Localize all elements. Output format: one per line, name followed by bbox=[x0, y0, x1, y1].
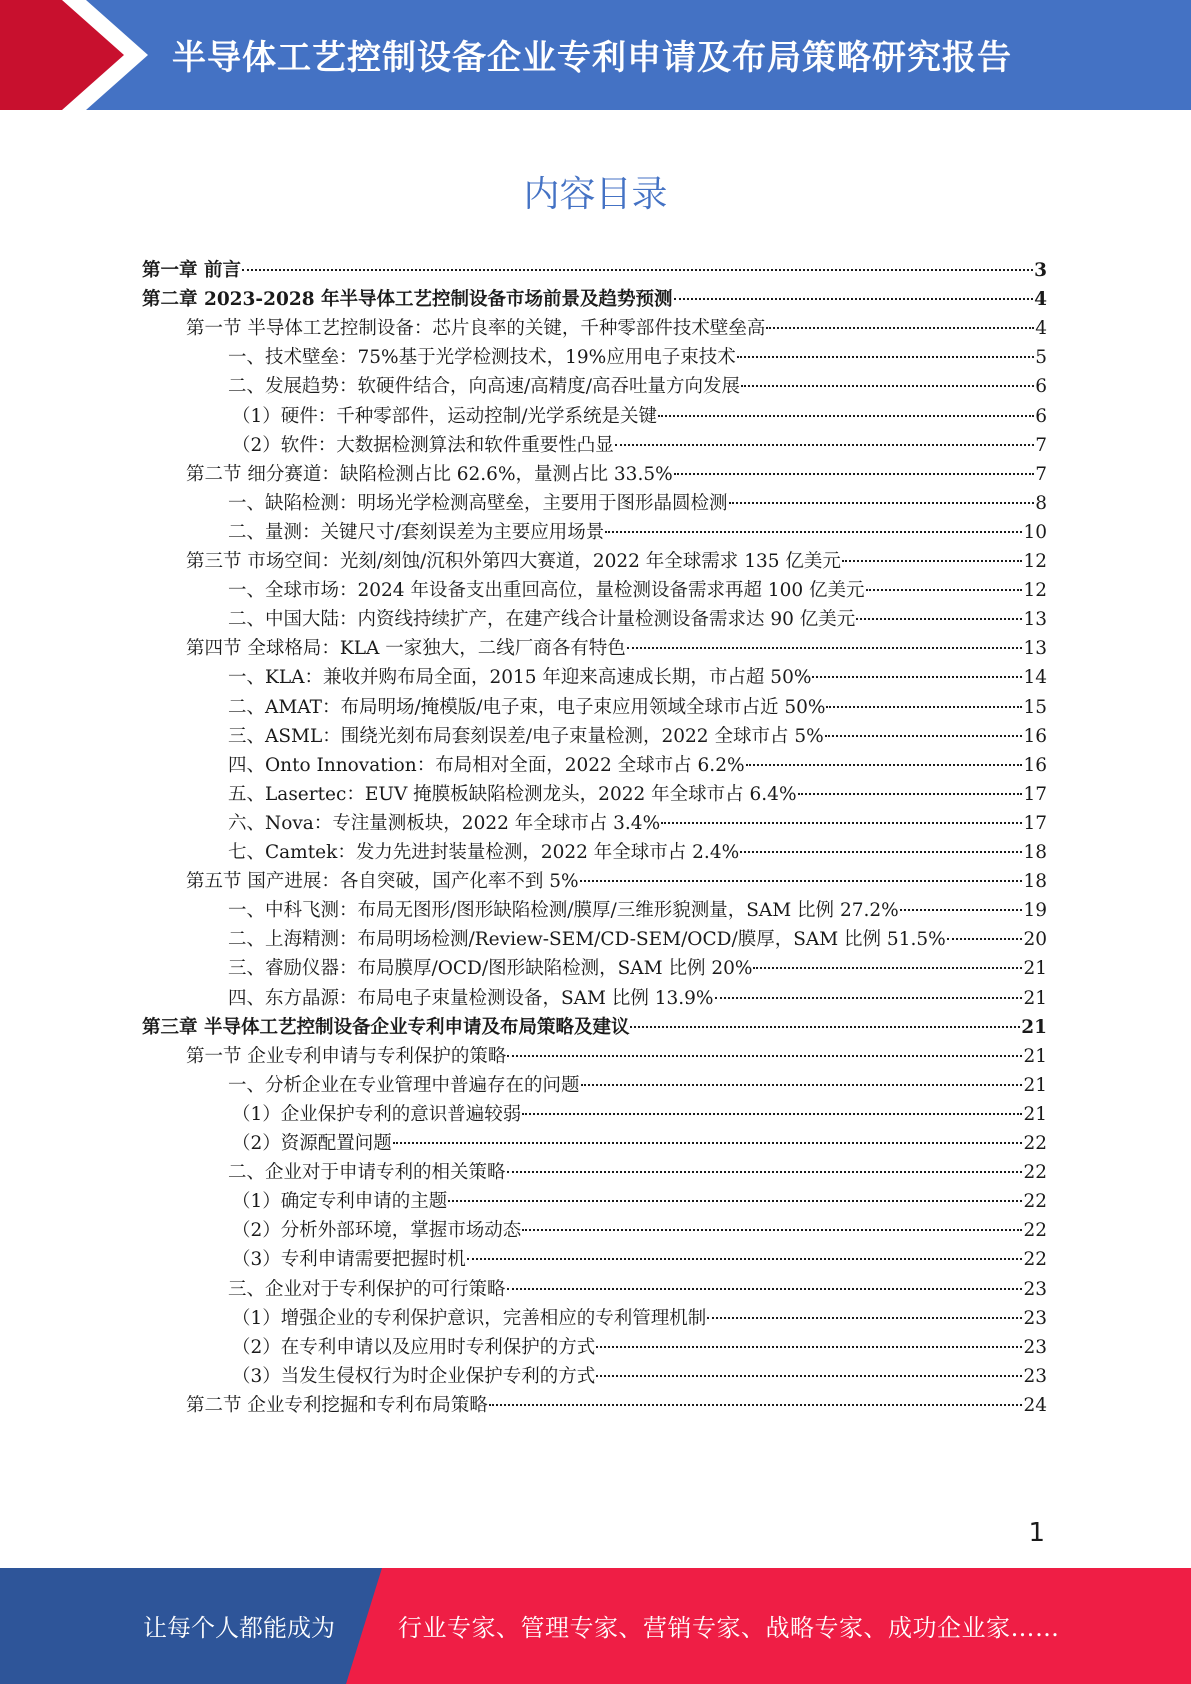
toc-entry[interactable] bbox=[228, 1274, 1047, 1305]
toc-entry-title: （2）在专利申请以及应用时专利保护的方式 bbox=[232, 1336, 596, 1358]
toc-entry-title: （2）资源配置问题 bbox=[232, 1133, 392, 1154]
toc-leader-dots bbox=[798, 793, 1023, 795]
toc-leader-dots bbox=[729, 502, 1035, 504]
toc-entry-title: 六、Nova：专注量测板块，2022 年全球市占 3.4% bbox=[228, 812, 661, 834]
toc-entry[interactable] bbox=[186, 633, 1047, 664]
toc-entry[interactable] bbox=[228, 779, 1047, 810]
toc-entry-title: 七、Camtek：发力先进封装量检测，2022 年全球市占 2.4% bbox=[228, 842, 740, 863]
toc-entry-page: 4 bbox=[1035, 318, 1047, 340]
toc-entry[interactable] bbox=[228, 1070, 1047, 1101]
toc-entry[interactable] bbox=[142, 255, 1047, 286]
toc-entry-title: （1）企业保护专利的意识普遍较弱 bbox=[232, 1103, 522, 1125]
toc-entry-page: 18 bbox=[1023, 842, 1047, 863]
toc-leader-dots bbox=[707, 1317, 1022, 1319]
toc-entry[interactable] bbox=[186, 546, 1047, 577]
toc-leader-dots bbox=[826, 706, 1022, 708]
toc-entry[interactable] bbox=[232, 1128, 1047, 1159]
toc-leader-dots bbox=[661, 822, 1022, 824]
toc-entry-title: 一、分析企业在专业管理中普遍存在的问题 bbox=[228, 1074, 580, 1096]
toc-entry[interactable] bbox=[232, 430, 1047, 461]
toc-entry-page: 23 bbox=[1023, 1278, 1047, 1300]
toc-entry-page: 6 bbox=[1035, 376, 1047, 398]
toc-entry-title: 第一节 半导体工艺控制设备：芯片良率的关键，千种零部件技术壁垒高 bbox=[186, 318, 766, 340]
toc-entry-title: 四、东方晶源：布局电子束量检测设备，SAM 比例 13.9% bbox=[228, 987, 714, 1009]
toc-entry-title: 第三节 市场空间：光刻/刻蚀/沉积外第四大赛道，2022 年全球需求 135 亿美元 bbox=[186, 551, 841, 572]
toc-leader-dots bbox=[674, 473, 1035, 475]
toc-entry-page: 15 bbox=[1023, 696, 1047, 718]
toc-leader-dots bbox=[825, 735, 1023, 737]
toc-leader-dots bbox=[658, 415, 1034, 417]
toc-leader-dots bbox=[737, 356, 1034, 358]
toc-entry-page: 22 bbox=[1023, 1249, 1047, 1271]
toc-entry-page: 4 bbox=[1034, 289, 1047, 311]
toc-entry[interactable] bbox=[228, 488, 1047, 519]
toc-entry-title: （2）软件：大数据检测算法和软件重要性凸显 bbox=[232, 434, 614, 456]
footer-slogan-left: 让每个人都能成为 bbox=[143, 1614, 335, 1642]
toc-entry[interactable] bbox=[232, 401, 1047, 432]
toc-entry-title: 三、ASML：围绕光刻布局套刻误差/电子束量检测，2022 全球市占 5% bbox=[228, 725, 824, 747]
toc-entry-page: 23 bbox=[1023, 1336, 1047, 1358]
toc-entry[interactable] bbox=[186, 313, 1047, 344]
toc-entry-title: 一、KLA：兼收并购布局全面，2015 年迎来高速成长期，市占超 50% bbox=[228, 667, 812, 689]
toc-entry[interactable] bbox=[228, 837, 1047, 868]
toc-entry-title: 二、AMAT：布局明场/掩模版/电子束，电子束应用领域全球市占近 50% bbox=[228, 696, 826, 718]
toc-entry-title: 五、Lasertec：EUV 掩膜板缺陷检测龙头，2022 年全球市占 6.4% bbox=[228, 783, 797, 805]
toc-entry[interactable] bbox=[228, 517, 1047, 548]
toc-entry-page: 22 bbox=[1023, 1162, 1047, 1184]
toc-entry-page: 23 bbox=[1023, 1365, 1047, 1387]
toc-entry-page: 21 bbox=[1023, 1074, 1047, 1096]
toc-leader-dots bbox=[596, 1346, 1022, 1348]
toc-entry-page: 21 bbox=[1023, 1103, 1047, 1125]
toc-leader-dots bbox=[741, 385, 1034, 387]
toc-entry[interactable] bbox=[228, 371, 1047, 402]
toc-entry[interactable] bbox=[228, 575, 1047, 606]
toc-leader-dots bbox=[842, 560, 1023, 562]
toc-entry-page: 16 bbox=[1023, 754, 1047, 776]
toc-entry-title: 第二节 企业专利挖掘和专利布局策略 bbox=[186, 1394, 488, 1416]
toc-entry[interactable] bbox=[228, 983, 1047, 1014]
toc-entry-page: 22 bbox=[1023, 1220, 1047, 1242]
toc-entry-page: 22 bbox=[1023, 1191, 1047, 1213]
toc-entry-page: 13 bbox=[1023, 638, 1047, 660]
toc-entry-page: 16 bbox=[1023, 725, 1047, 747]
toc-entry[interactable] bbox=[232, 1099, 1047, 1130]
toc-leader-dots bbox=[580, 880, 1023, 882]
toc-entry-page: 8 bbox=[1035, 492, 1047, 514]
toc-entry-title: 三、企业对于专利保护的可行策略 bbox=[228, 1278, 506, 1300]
toc-leader-dots bbox=[630, 1026, 1020, 1028]
toc-entry-page: 12 bbox=[1023, 580, 1047, 602]
toc-entry-title: 二、中国大陆：内资线持续扩产，在建产线合计量检测设备需求达 90 亿美元 bbox=[228, 609, 856, 631]
toc-entry-page: 21 bbox=[1023, 987, 1047, 1009]
header-red-block bbox=[0, 0, 130, 110]
toc-entry[interactable] bbox=[228, 808, 1047, 839]
toc-entry[interactable] bbox=[228, 895, 1047, 926]
toc-entry-title: 二、发展趋势：软硬件结合，向高速/高精度/高吞吐量方向发展 bbox=[228, 376, 740, 398]
toc-entry-title: 二、上海精测：布局明场检测/Review-SEM/CD-SEM/OCD/膜厚，SAM 比例 51.5% bbox=[228, 929, 946, 951]
toc-leader-dots bbox=[627, 647, 1023, 649]
toc-entry-page: 24 bbox=[1023, 1394, 1047, 1416]
toc-entry-title: 第二章 2023-2028 年半导体工艺控制设备市场前景及趋势预测 bbox=[142, 289, 673, 311]
toc-entry[interactable] bbox=[228, 604, 1047, 635]
toc-entry-title: （1）确定专利申请的主题 bbox=[232, 1191, 448, 1213]
toc-entry-title: （2）分析外部环境，掌握市场动态 bbox=[232, 1220, 522, 1242]
toc-leader-dots bbox=[605, 531, 1022, 533]
toc-entry[interactable] bbox=[228, 342, 1047, 373]
toc-entry-page: 6 bbox=[1035, 405, 1047, 427]
toc-entry[interactable] bbox=[228, 692, 1047, 723]
toc-leader-dots bbox=[715, 997, 1023, 999]
toc-leader-dots bbox=[242, 269, 1033, 271]
toc-leader-dots bbox=[674, 298, 1034, 300]
toc-leader-dots bbox=[856, 618, 1022, 620]
toc-entry-page: 17 bbox=[1023, 812, 1047, 834]
toc-entry-page: 23 bbox=[1023, 1307, 1047, 1329]
toc-entry-title: 第四节 全球格局：KLA 一家独大，二线厂商各有特色 bbox=[186, 638, 626, 660]
toc-entry-title: 一、全球市场：2024 年设备支出重回高位，量检测设备需求再超 100 亿美元 bbox=[228, 580, 865, 602]
toc-leader-dots bbox=[812, 676, 1022, 678]
toc-entry-title: （1）增强企业的专利保护意识，完善相应的专利管理机制 bbox=[232, 1307, 707, 1329]
toc-leader-dots bbox=[947, 938, 1023, 940]
header-banner bbox=[0, 0, 1191, 110]
toc-entry[interactable] bbox=[186, 459, 1047, 490]
toc-entry-title: （1）硬件：千种零部件，运动控制/光学系统是关键 bbox=[232, 405, 658, 427]
toc-entry-title: 二、企业对于申请专利的相关策略 bbox=[228, 1162, 506, 1184]
toc-entry[interactable] bbox=[232, 1186, 1047, 1217]
toc-entry-page: 3 bbox=[1034, 260, 1047, 281]
toc-entry-title: 第一章 前言 bbox=[142, 260, 241, 281]
toc-entry-page: 21 bbox=[1021, 1016, 1047, 1038]
toc-entry[interactable] bbox=[186, 866, 1047, 897]
toc-entry-title: 二、量测：关键尺寸/套刻误差为主要应用场景 bbox=[228, 521, 605, 543]
report-title: 半导体工艺控制设备企业专利申请及布局策略研究报告 bbox=[172, 38, 1012, 78]
toc-entry[interactable] bbox=[142, 284, 1047, 315]
toc-entry-title: （3）当发生侵权行为时企业保护专利的方式 bbox=[232, 1365, 596, 1387]
toc-entry[interactable] bbox=[228, 924, 1047, 955]
toc-leader-dots bbox=[581, 1084, 1023, 1086]
toc-leader-dots bbox=[393, 1142, 1023, 1144]
toc-entry[interactable] bbox=[232, 1215, 1047, 1246]
toc-leader-dots bbox=[753, 967, 1022, 969]
toc-entry-title: 一、中科飞测：布局无图形/图形缺陷检测/膜厚/三维形貌测量，SAM 比例 27.2% bbox=[228, 900, 899, 922]
toc-entry-page: 21 bbox=[1023, 1045, 1047, 1067]
toc-entry[interactable] bbox=[232, 1244, 1047, 1275]
toc-entry-title: 一、技术壁垒：75%基于光学检测技术，19%应用电子束技术 bbox=[228, 347, 736, 369]
toc-entry-page: 13 bbox=[1023, 609, 1047, 631]
toc-entry-page: 5 bbox=[1035, 347, 1047, 369]
toc-entry[interactable] bbox=[228, 750, 1047, 781]
toc-entry-title: 第三章 半导体工艺控制设备企业专利申请及布局策略及建议 bbox=[142, 1016, 630, 1038]
toc-leader-dots bbox=[615, 444, 1034, 446]
footer-slogan-right: 行业专家、管理专家、营销专家、战略专家、成功企业家…… bbox=[398, 1614, 1060, 1642]
toc-heading: 内容目录 bbox=[523, 174, 668, 215]
toc-entry-title: 三、睿励仪器：布局膜厚/OCD/图形缺陷检测，SAM 比例 20% bbox=[228, 958, 753, 980]
toc-leader-dots bbox=[522, 1113, 1022, 1115]
toc-entry[interactable] bbox=[186, 1041, 1047, 1072]
toc-entry-page: 18 bbox=[1023, 871, 1047, 893]
toc-entry[interactable] bbox=[228, 662, 1047, 693]
toc-leader-dots bbox=[746, 764, 1023, 766]
toc-entry[interactable] bbox=[228, 953, 1047, 984]
toc-entry-page: 19 bbox=[1023, 900, 1047, 922]
toc-leader-dots bbox=[467, 1258, 1023, 1260]
toc-entry-page: 20 bbox=[1023, 929, 1047, 951]
toc-entry-page: 7 bbox=[1035, 463, 1047, 485]
toc-entry[interactable] bbox=[142, 1012, 1047, 1043]
toc-entry-page: 14 bbox=[1023, 667, 1047, 689]
toc-leader-dots bbox=[900, 909, 1023, 911]
footer-banner bbox=[0, 1568, 1191, 1684]
toc-entry[interactable] bbox=[232, 1303, 1047, 1334]
toc-entry-page: 10 bbox=[1023, 521, 1047, 543]
toc-entry-page: 12 bbox=[1023, 551, 1047, 572]
toc-entry[interactable] bbox=[186, 1390, 1047, 1421]
toc-entry[interactable] bbox=[228, 1157, 1047, 1188]
toc-entry-title: 一、缺陷检测：明场光学检测高壁垒，主要用于图形晶圆检测 bbox=[228, 492, 728, 514]
toc-leader-dots bbox=[507, 1171, 1023, 1173]
toc-leader-dots bbox=[766, 327, 1034, 329]
toc-entry-page: 21 bbox=[1023, 958, 1047, 980]
toc-entry[interactable] bbox=[232, 1332, 1047, 1363]
toc-entry-title: 第五节 国产进展：各自突破，国产化率不到 5% bbox=[186, 871, 579, 893]
toc-leader-dots bbox=[596, 1375, 1022, 1377]
page-number: 1 bbox=[1028, 1518, 1045, 1548]
toc-leader-dots bbox=[522, 1229, 1022, 1231]
toc-entry[interactable] bbox=[228, 721, 1047, 752]
toc-entry-title: 第二节 细分赛道：缺陷检测占比 62.6%，量测占比 33.5% bbox=[186, 463, 673, 485]
toc-entry-page: 22 bbox=[1023, 1133, 1047, 1154]
toc-leader-dots bbox=[507, 1288, 1023, 1290]
toc-entry-page: 7 bbox=[1035, 434, 1047, 456]
toc-leader-dots bbox=[448, 1200, 1022, 1202]
toc-leader-dots bbox=[866, 589, 1023, 591]
toc-entry-page: 17 bbox=[1023, 783, 1047, 805]
toc-entry-title: （3）专利申请需要把握时机 bbox=[232, 1249, 466, 1271]
toc-entry-title: 四、Onto Innovation：布局相对全面，2022 全球市占 6.2% bbox=[228, 754, 745, 776]
toc-entry[interactable] bbox=[232, 1361, 1047, 1392]
toc-leader-dots bbox=[740, 851, 1022, 853]
toc-leader-dots bbox=[507, 1055, 1022, 1057]
toc-leader-dots bbox=[489, 1404, 1023, 1406]
toc-entry-title: 第一节 企业专利申请与专利保护的策略 bbox=[186, 1045, 507, 1067]
